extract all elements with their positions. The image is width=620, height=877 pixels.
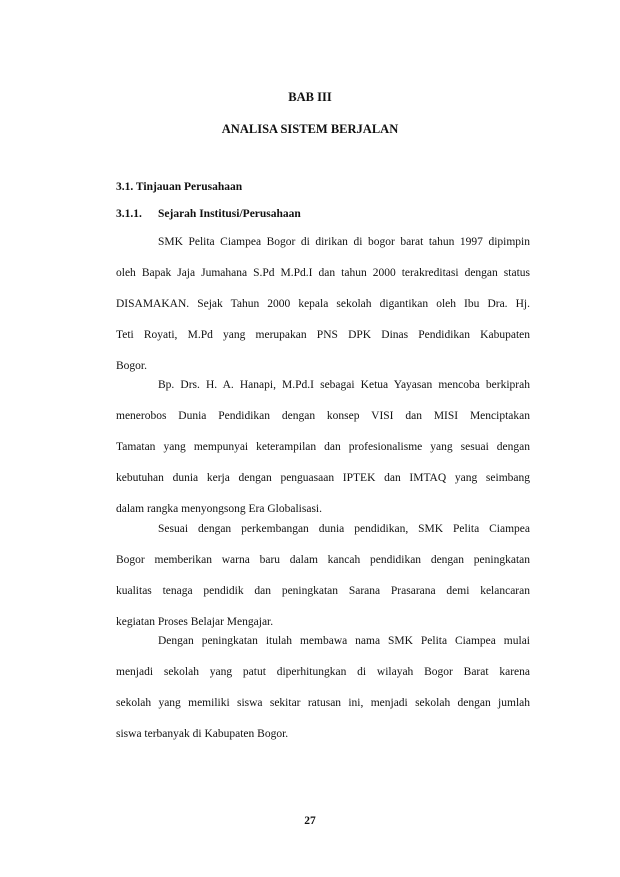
paragraph-line: Bp. Drs. H. A. Hanapi, M.Pd.I sebagai Ketua Yayasan mencoba berkiprah (158, 379, 530, 391)
paragraph-line: DISAMAKAN. Sejak Tahun 2000 kepala sekolah digantikan oleh Ibu Dra. Hj. (116, 298, 530, 310)
subsection-heading (116, 208, 301, 220)
paragraph-line: sekolah yang memiliki siswa sekitar ratusan ini, menjadi sekolah dengan jumlah (116, 697, 530, 709)
paragraph-line: kebutuhan dunia kerja dengan penguasaan IPTEK dan IMTAQ yang seimbang (116, 472, 530, 484)
paragraph-line: kegiatan Proses Belajar Mengajar. (116, 616, 274, 628)
subsection-number: 3.1.1. (116, 208, 142, 220)
paragraph-line: kualitas tenaga pendidik dan peningkatan Sarana Prasarana demi kelancaran (116, 585, 530, 597)
paragraph-line: Teti Royati, M.Pd yang merupakan PNS DPK Dinas Pendidikan Kabupaten (116, 329, 530, 341)
page-number: 27 (304, 815, 316, 827)
paragraph-line: Bogor. (116, 360, 147, 372)
paragraph (116, 234, 530, 389)
paragraph-line: SMK Pelita Ciampea Bogor di dirikan di bogor barat tahun 1997 dipimpin (158, 236, 530, 248)
subsection-title: Sejarah Institusi/Perusahaan (158, 208, 301, 220)
paragraph (116, 633, 530, 757)
paragraph-line: siswa terbanyak di Kabupaten Bogor. (116, 728, 289, 740)
paragraph (116, 521, 530, 645)
paragraph-line: Dengan peningkatan itulah membawa nama SMK Pelita Ciampea mulai (158, 635, 530, 647)
chapter-heading: BAB III (288, 90, 332, 104)
paragraph-line: Sesuai dengan perkembangan dunia pendidikan, SMK Pelita Ciampea (158, 523, 530, 535)
paragraph-line: dalam rangka menyongsong Era Globalisasi. (116, 503, 322, 515)
paragraph-line: Tamatan yang mempunyai keterampilan dan profesionalisme yang sesuai dengan (116, 441, 530, 453)
section-heading: 3.1. Tinjauan Perusahaan (116, 181, 243, 193)
chapter-title: ANALISA SISTEM BERJALAN (221, 122, 399, 136)
paragraph-line: oleh Bapak Jaja Jumahana S.Pd M.Pd.I dan tahun 2000 terakreditasi dengan status (116, 267, 530, 279)
paragraph (116, 377, 530, 532)
paragraph-line: menjadi sekolah yang patut diperhitungkan di wilayah Bogor Barat karena (116, 666, 530, 678)
paragraph-line: menerobos Dunia Pendidikan dengan konsep VISI dan MISI Menciptakan (116, 410, 530, 422)
paragraph-line: Bogor memberikan warna baru dalam kancah pendidikan dengan peningkatan (116, 554, 530, 566)
